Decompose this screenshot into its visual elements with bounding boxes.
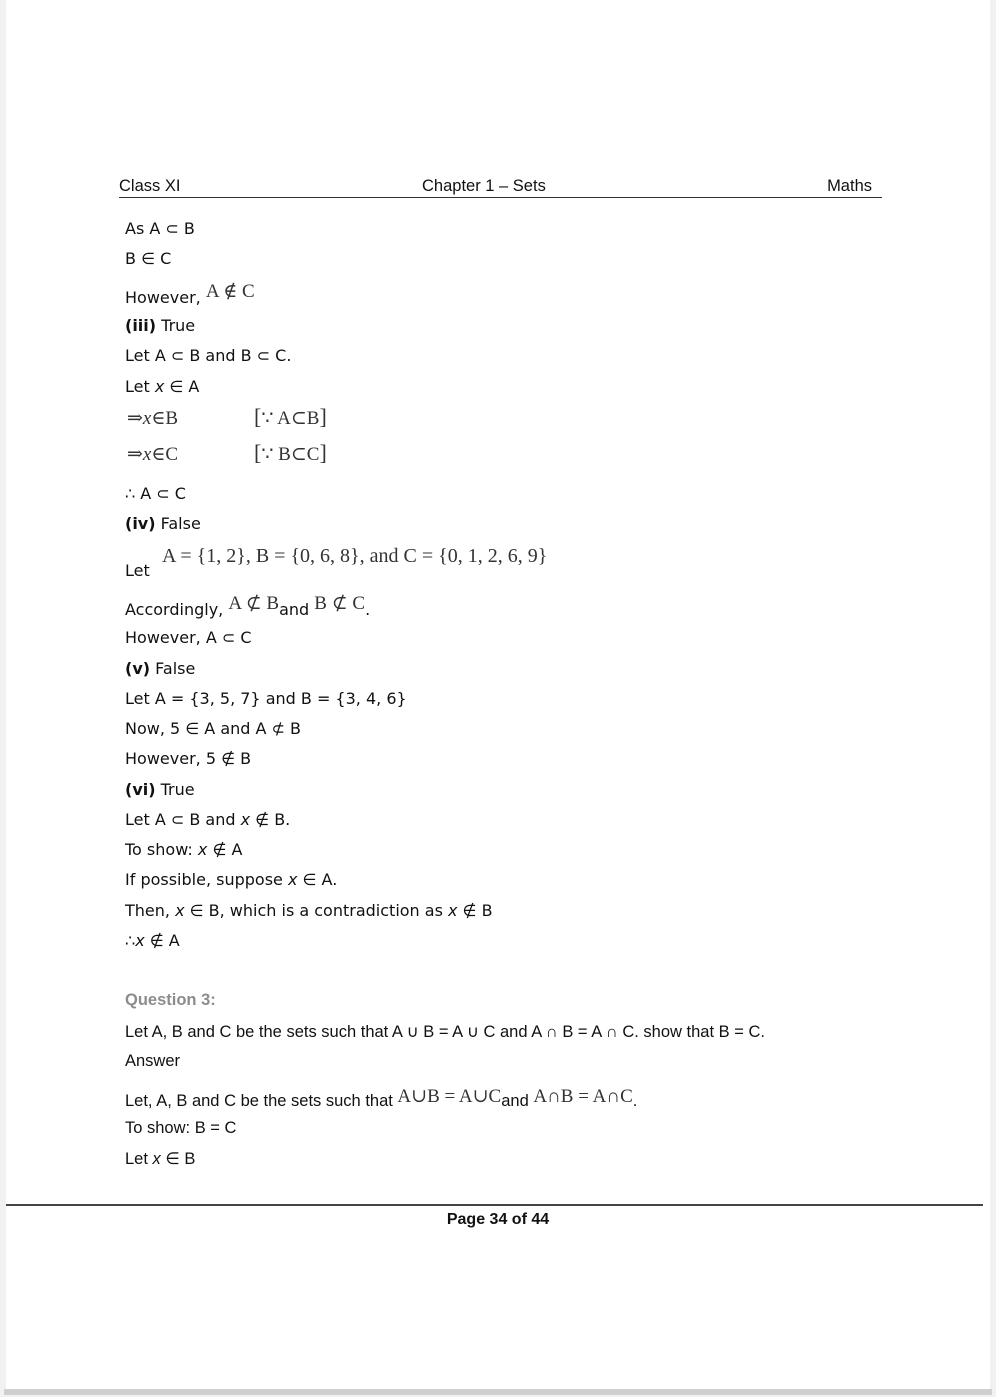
page-scrollbar[interactable] (4, 1389, 992, 1395)
text-line: Let A ⊂ B and x ∉ B. (125, 810, 291, 829)
math-expression: A∩B = A∩C (533, 1086, 633, 1107)
math-expression: A = {1, 2}, B = {0, 6, 8}, and C = {0, 1, 2, 6, 9} (162, 545, 548, 567)
part-iii-heading (125, 316, 195, 335)
text-line: Let A ⊂ B and B ⊂ C. (125, 346, 292, 365)
text-line: If possible, suppose x ∈ A. (125, 870, 338, 889)
part-vi-heading (125, 780, 195, 799)
part-label: (vi) (125, 780, 156, 799)
header-subject: Maths (827, 177, 872, 195)
part-verdict: False (155, 514, 201, 533)
question-heading: Question 3: (125, 991, 216, 1009)
header-class: Class XI (119, 177, 181, 195)
text-line: Let x ∈ A (125, 377, 200, 396)
proof-reason: [∵ B⊂C] (254, 440, 327, 465)
part-label: (iv) (125, 514, 156, 533)
proof-step: ⇒x∈C (127, 444, 179, 465)
part-label: (iii) (125, 316, 157, 335)
page-number: Page 34 of 44 (446, 1211, 550, 1228)
math-expression: A∪B = A∪C (397, 1086, 502, 1107)
proof-reason: [∵ A⊂B] (254, 404, 327, 429)
text-line: However, A ∉ C (125, 281, 255, 307)
answer-label: Answer (125, 1052, 181, 1070)
text-line: Let x ∈ B (125, 1150, 196, 1168)
text-line: Let (125, 561, 150, 580)
proof-step: ⇒x∈B (127, 408, 179, 429)
question-statement: Let A, B and C be the sets such that A ∪ B = A ∪ C and A ∩ B = A ∩ C. show that B = C. (125, 1023, 765, 1041)
text-line: ∴ A ⊂ C (125, 484, 186, 503)
part-label: (v) (125, 659, 151, 678)
text-line: To show: B = C (125, 1119, 237, 1137)
text-line: Then, x ∈ B, which is a contradiction as x ∉ B (125, 901, 493, 920)
text-line: Accordingly, A ⊄ Band B ⊄ C. (125, 593, 371, 619)
text-line: ∴x ∉ A (125, 931, 180, 950)
part-verdict: True (156, 316, 196, 335)
footer-divider (6, 1204, 983, 1206)
text-line: To show: x ∉ A (125, 840, 243, 859)
text-line: However, A ⊂ C (125, 628, 252, 647)
header-chapter: Chapter 1 – Sets (422, 177, 546, 195)
text-line: As A ⊂ B (125, 219, 195, 238)
part-verdict: False (150, 659, 196, 678)
text-line: However, 5 ∉ B (125, 749, 252, 768)
text-line: B ∈ C (125, 249, 172, 268)
part-verdict: True (155, 780, 195, 799)
page-header (119, 175, 882, 198)
text-line: Now, 5 ∈ A and A ⊄ B (125, 719, 302, 738)
part-v-heading (125, 659, 195, 678)
text-line: Let A = {3, 5, 7} and B = {3, 4, 6} (125, 689, 407, 708)
text-line: Let, A, B and C be the sets such that A∪B = A∪Cand A∩B = A∩C. (125, 1086, 638, 1110)
document-page (6, 0, 990, 1389)
math-expression: A ∉ C (205, 281, 255, 302)
part-iv-heading (125, 514, 201, 533)
